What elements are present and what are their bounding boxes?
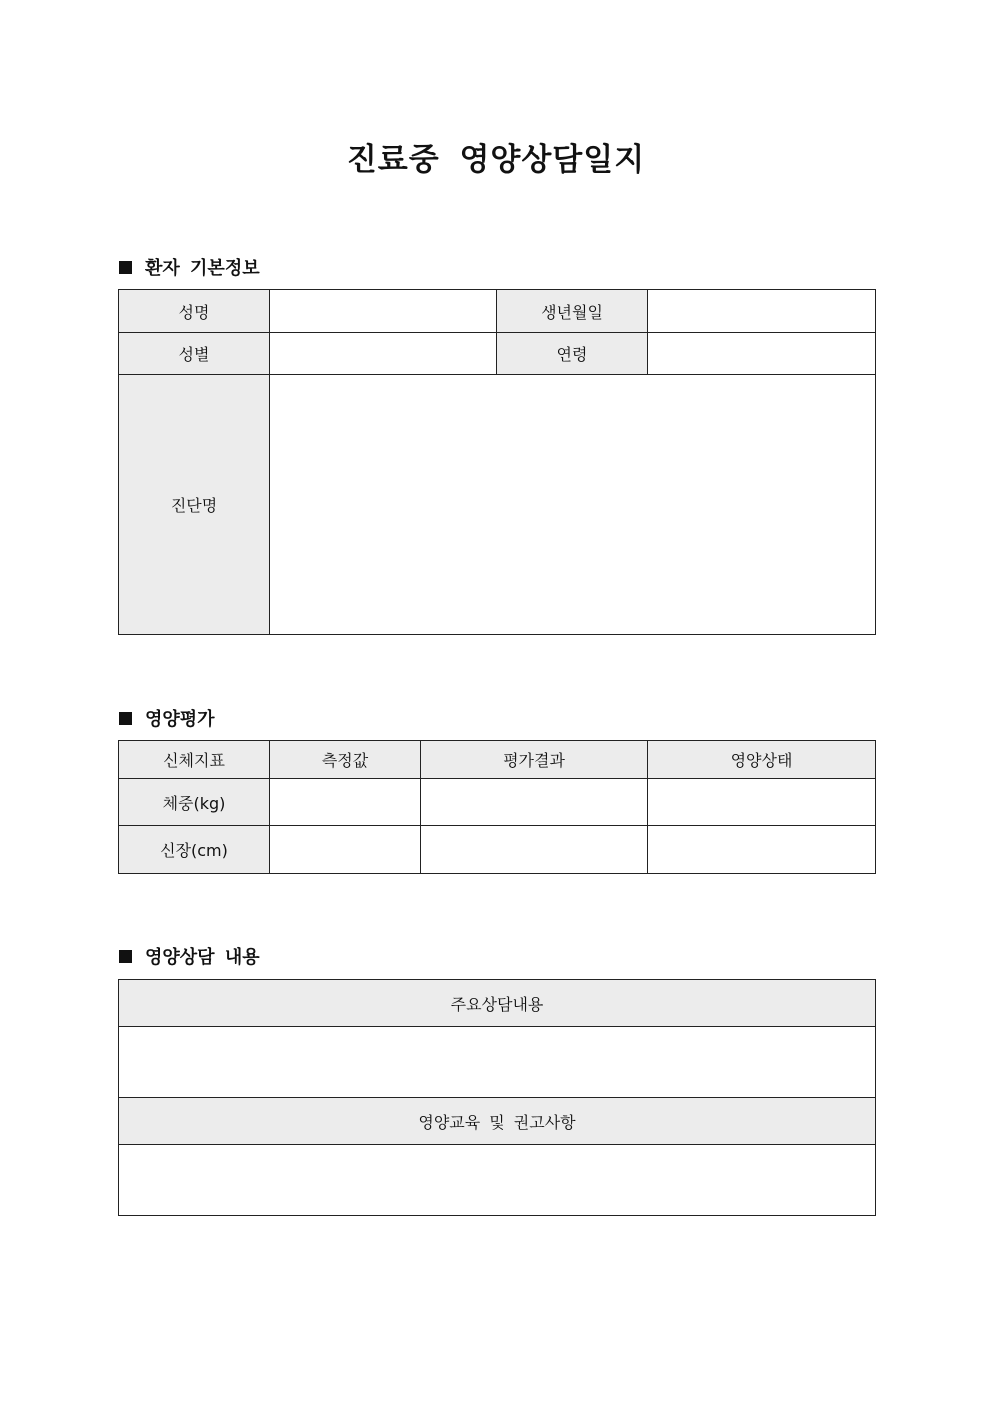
- age-label: 연령: [497, 333, 648, 375]
- section-heading-label: 환자 기본정보: [145, 258, 260, 279]
- header-result: 평가결과: [421, 741, 648, 779]
- birthdate-label: 생년월일: [497, 290, 648, 333]
- weight-measured-field[interactable]: [270, 779, 421, 826]
- diagnosis-label: 진단명: [119, 375, 270, 635]
- header-status: 영양상태: [648, 741, 876, 779]
- header-indicator: 신체지표: [119, 741, 270, 779]
- height-label: 신장(cm): [119, 826, 270, 874]
- section-heading-basic-info: [119, 254, 260, 280]
- main-counseling-label: 주요상담내용: [119, 980, 876, 1027]
- square-bullet-icon: [119, 261, 132, 274]
- weight-status-field[interactable]: [648, 779, 876, 826]
- section-heading-label: 영양평가: [145, 709, 215, 730]
- section-heading-counseling: [119, 943, 260, 969]
- section-heading-assessment: [119, 705, 215, 731]
- height-result-field[interactable]: [421, 826, 648, 874]
- section-heading-label: 영양상담 내용: [145, 947, 260, 968]
- height-status-field[interactable]: [648, 826, 876, 874]
- table-row: [119, 826, 876, 874]
- birthdate-field[interactable]: [648, 290, 876, 333]
- table-row: [119, 779, 876, 826]
- square-bullet-icon: [119, 950, 132, 963]
- main-counseling-field[interactable]: [119, 1027, 876, 1098]
- weight-label: 체중(kg): [119, 779, 270, 826]
- counseling-table: [118, 979, 876, 1216]
- assessment-table: [118, 740, 876, 874]
- age-field[interactable]: [648, 333, 876, 375]
- sex-label: 성별: [119, 333, 270, 375]
- header-measured: 측정값: [270, 741, 421, 779]
- education-field[interactable]: [119, 1145, 876, 1216]
- name-label: 성명: [119, 290, 270, 333]
- square-bullet-icon: [119, 712, 132, 725]
- weight-result-field[interactable]: [421, 779, 648, 826]
- name-field[interactable]: [270, 290, 497, 333]
- sex-field[interactable]: [270, 333, 497, 375]
- education-label: 영양교육 및 권고사항: [119, 1098, 876, 1145]
- height-measured-field[interactable]: [270, 826, 421, 874]
- page-title: 진료중 영양상담일지: [346, 142, 646, 178]
- diagnosis-field[interactable]: [270, 375, 876, 635]
- basic-info-table: [118, 289, 876, 635]
